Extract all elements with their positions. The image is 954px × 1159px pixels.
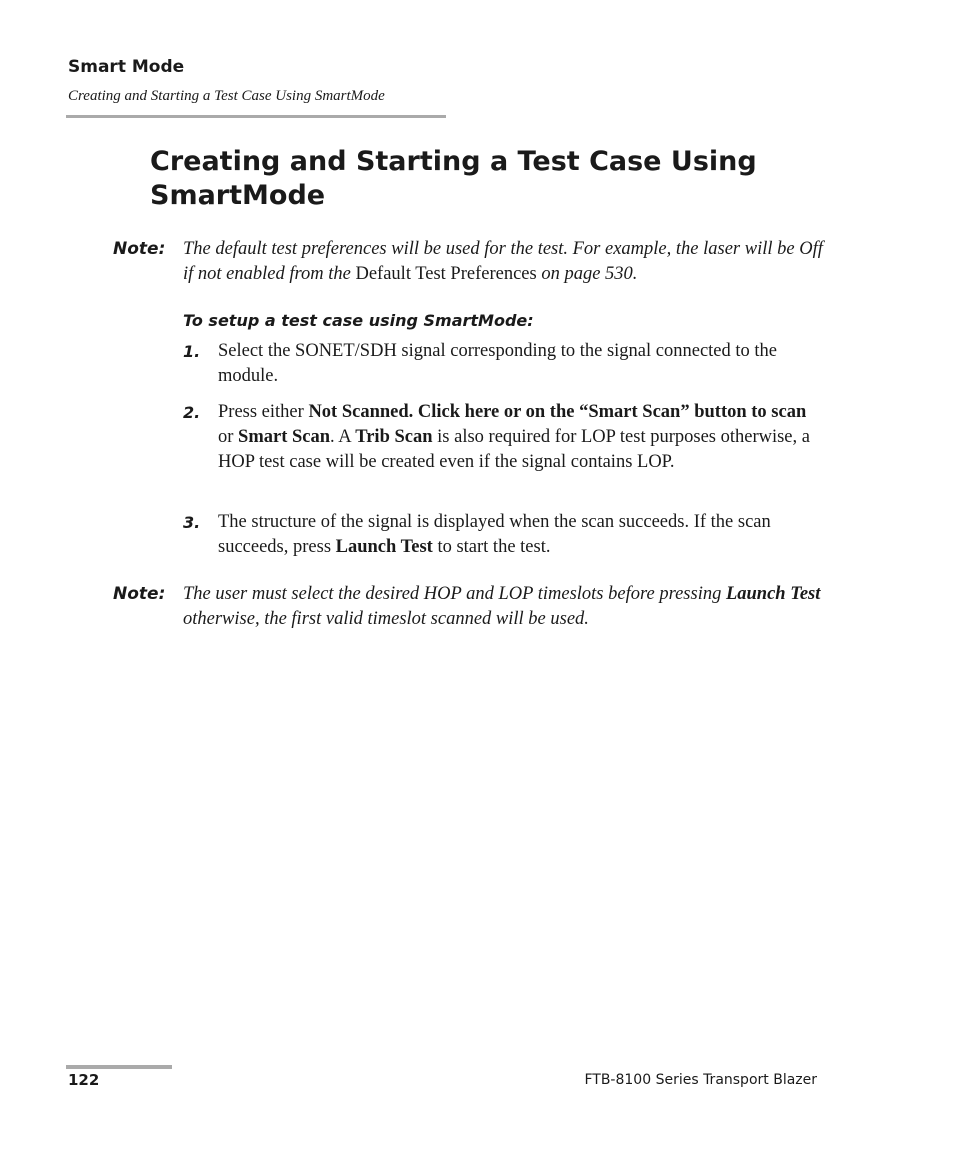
note-text-part: otherwise, the first valid timeslot scanned will be used. — [183, 609, 589, 629]
step-text — [218, 510, 818, 560]
step-text-part: Press either — [218, 402, 309, 422]
running-header-subsection: Creating and Starting a Test Case Using SmartMode — [68, 88, 385, 104]
note-text-part: on page 530. — [536, 264, 638, 284]
step-text — [218, 400, 818, 475]
step-text-part: . A — [330, 427, 356, 447]
header-rule — [66, 115, 446, 118]
running-header-section: Smart Mode — [68, 57, 185, 77]
note-text — [183, 582, 823, 632]
page-number: 122 — [68, 1071, 100, 1089]
step-number: 3. — [183, 513, 201, 532]
ui-label-trib-scan: Trib Scan — [355, 427, 433, 447]
step-number: 1. — [183, 342, 201, 361]
footer-product-name: FTB-8100 Series Transport Blazer — [584, 1072, 817, 1088]
note-text — [183, 237, 823, 287]
step-text-part: to start the test. — [432, 537, 551, 557]
page-title: Creating and Starting a Test Case Using SmartMode — [150, 146, 757, 211]
note-text-part: The default test preferences will be used for the test. For example, the laser will be Off if not enabled from the — [183, 239, 823, 284]
cross-reference: Default Test Preferences — [355, 264, 537, 284]
step-number: 2. — [183, 403, 201, 422]
note-text-part: The user must select the desired HOP and LOP timeslots before pressing — [183, 584, 726, 604]
ui-label-launch-test: Launch Test — [725, 584, 821, 604]
step-text-part: The structure of the signal is displayed when the scan succeeds. If the scan succeeds, press — [218, 512, 771, 557]
ui-label-not-scanned: Not Scanned. Click here or on the “Smart Scan” button to scan — [308, 402, 807, 422]
procedure-title: To setup a test case using SmartMode: — [183, 311, 534, 330]
ui-label-smart-scan: Smart Scan — [238, 427, 331, 447]
step-text-part: or — [218, 427, 239, 447]
footer-rule — [66, 1065, 172, 1069]
note-label: Note: — [113, 239, 166, 259]
note-label: Note: — [113, 584, 166, 604]
step-text: Select the SONET/SDH signal corresponding to the signal connected to the module. — [218, 341, 777, 386]
ui-label-launch-test: Launch Test — [335, 537, 433, 557]
step-text-part: is also required for LOP test purposes otherwise, a HOP test case will be created even if the signal contains LOP. — [218, 427, 810, 472]
